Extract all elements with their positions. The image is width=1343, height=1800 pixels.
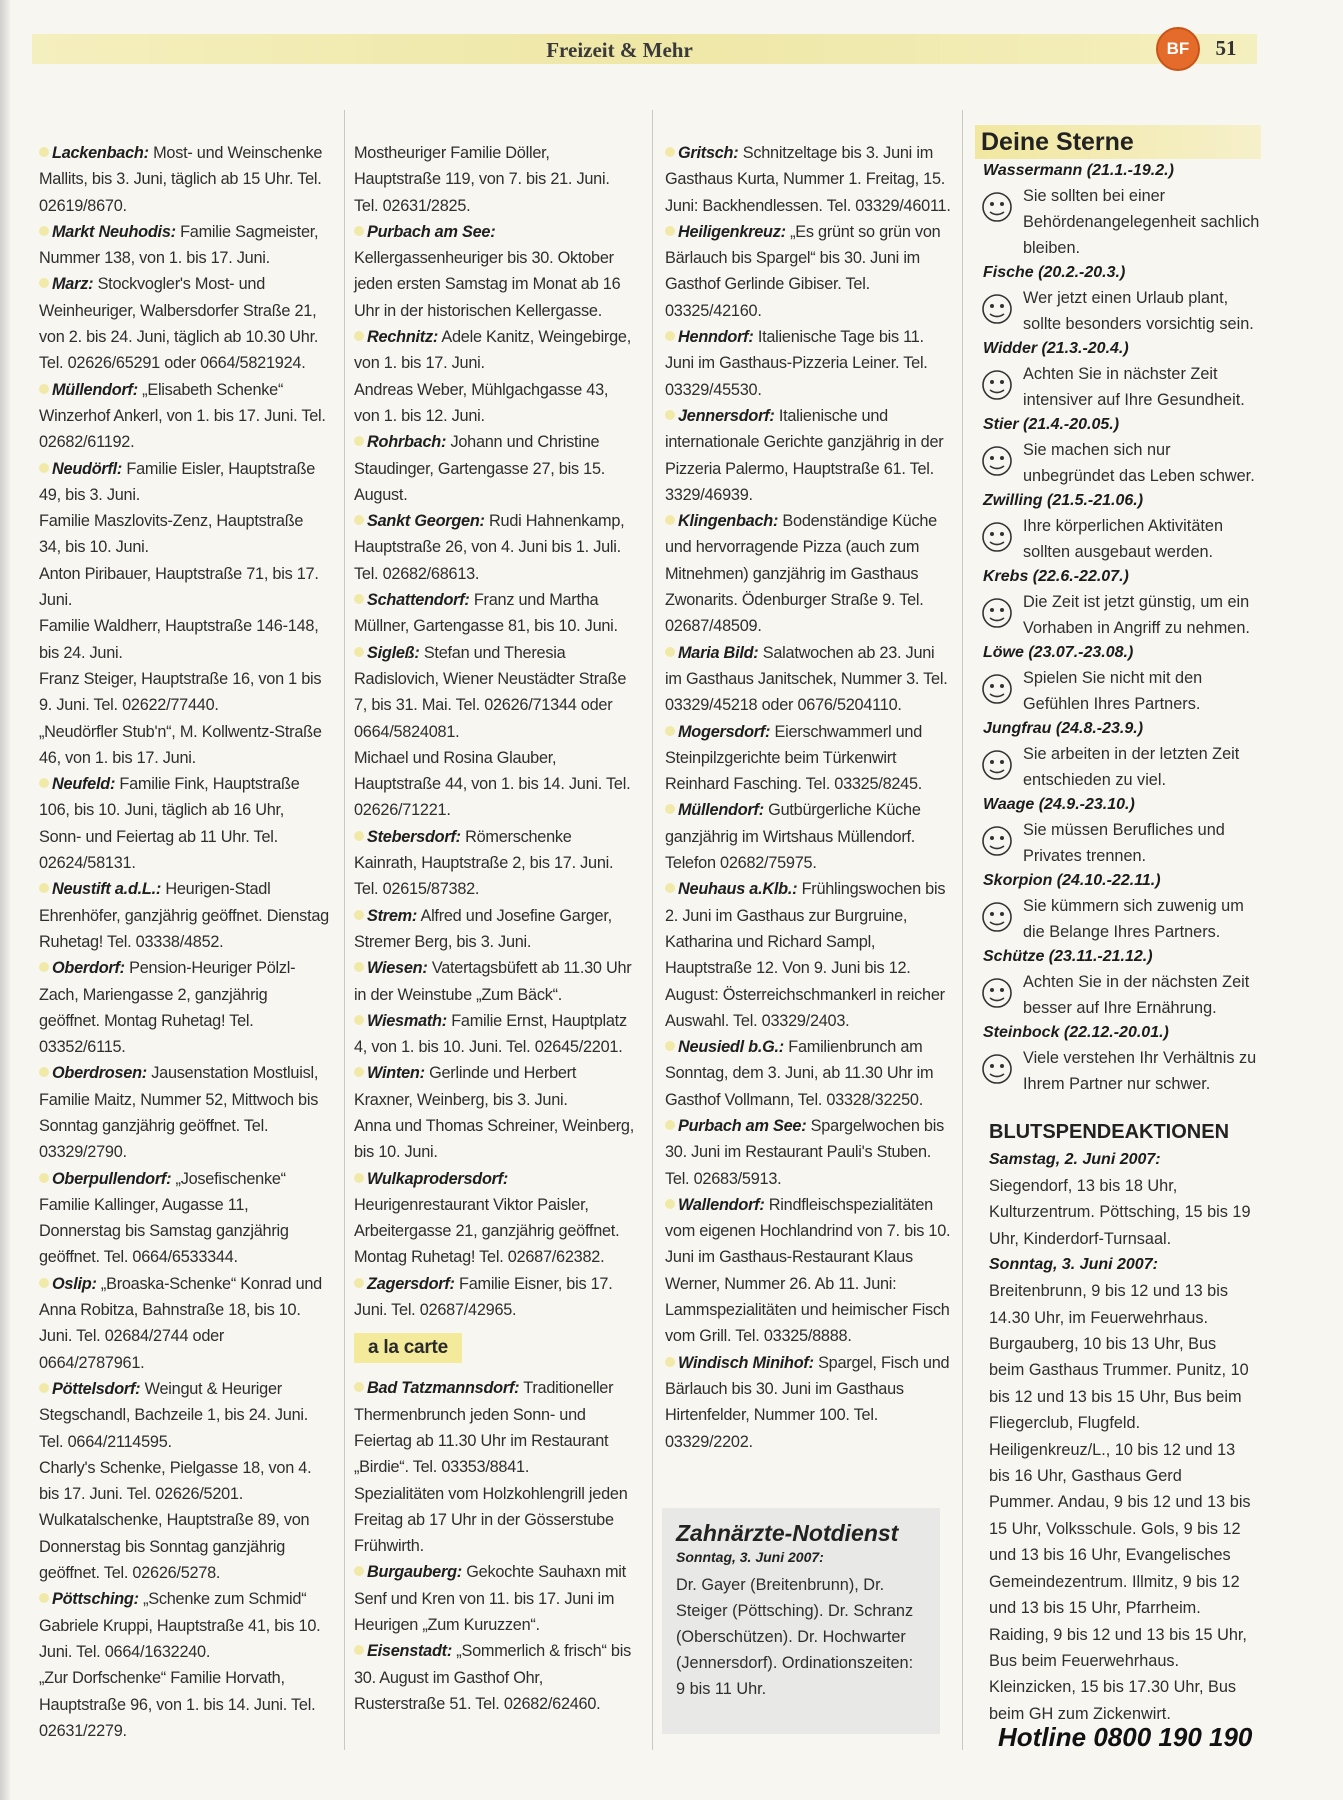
zodiac-forecast-text: Sie machen sich nur unbegründet das Leben schwer. (1023, 441, 1255, 485)
zodiac-sign-row (975, 285, 1260, 337)
zodiac-sign-row (975, 817, 1260, 869)
zodiac-sign-row (975, 893, 1260, 945)
bullet-dot-icon (39, 778, 49, 788)
listing-entry (39, 1376, 329, 1455)
entry-text: Johann und Christine Staudinger, Gartengasse 27, bis 15. August. (354, 433, 606, 504)
bullet-dot-icon (665, 515, 675, 525)
bullet-dot-icon (39, 463, 49, 473)
entry-text: Weingut & Heuriger Stegschandl, Bachzeile 1, bis 24. Juni. Tel. 0664/2114595. (39, 1379, 309, 1451)
bullet-dot-icon (665, 331, 675, 341)
blood-donation-title: BLUTSPENDEAKTIONEN (989, 1121, 1230, 1143)
entry-text: Stefan und Theresia Radislovich, Wiener Neustädter Straße 7, bis 31. Mai. Tel. 02626/71344 oder 0664/5824081. (354, 643, 627, 741)
entry-text: Andreas Weber, Mühlgachgasse 43, von 1. bis 12. Juni. (354, 380, 609, 425)
place-name: Sankt Georgen: (367, 512, 485, 531)
page-spine-shadow (0, 0, 10, 1800)
zodiac-forecast-text: Sie sollten bei einer Behördenangelegenheit sachlich bleiben. (1023, 187, 1260, 257)
zodiac-sign-row (975, 437, 1260, 489)
place-name: Neudörfl: (52, 459, 123, 478)
listing-entry (665, 719, 955, 798)
listing-entry (354, 903, 636, 956)
place-name: Oslip: (52, 1274, 97, 1293)
entry-text: „Zur Dorfschenke“ Familie Horvath, Hauptstraße 96, von 1. bis 14. Juni. Tel. 02631/2279. (39, 1669, 316, 1740)
zodiac-forecast-text: Achten Sie in nächster Zeit intensiver auf Ihre Gesundheit. (1023, 365, 1245, 409)
zodiac-forecast-text: Sie müssen Berufliches und Privates trennen. (1023, 821, 1225, 865)
zodiac-sign-name: Wassermann (21.1.-19.2.) (983, 162, 1174, 179)
zodiac-sign-name: Steinbock (22.12.-20.01.) (983, 1024, 1169, 1041)
place-name: Neufeld: (52, 775, 116, 794)
entry-text: „Broaska-Schenke“ Konrad und Anna Robitza, Bahnstraße 18, bis 10. Juni. Tel. 02684/2744 oder 0664/2787961. (39, 1274, 322, 1372)
listing-entry (39, 377, 329, 456)
bf-logo-icon: BF (1156, 27, 1200, 71)
entry-text: Gutbürgerliche Küche ganzjährig im Wirtshaus Müllendorf. Telefon 02682/75975. (665, 801, 921, 873)
listing-entry (354, 219, 636, 324)
entry-text: Jausenstation Mostluisl, Familie Maitz, Nummer 52, Mittwoch bis Sonntag ganzjährig geöffnet. Tel. 03329/2790. (39, 1064, 319, 1162)
entry-text: Stockvogler's Most- und Weinheuriger, Walbersdorfer Straße 21, von 2. bis 24. Juni, täglich ab 10.30 Uhr. Tel. 02626/65291 oder 0664/5821924. (39, 275, 319, 373)
entry-text: Salatwochen ab 23. Juni im Gasthaus Janitschek, Nummer 3. Tel. 03329/45218 oder 0676/5204110. (665, 643, 948, 715)
zodiac-sign-row (975, 969, 1260, 1021)
libra-icon (979, 823, 1015, 859)
place-name: Wallendorf: (678, 1195, 765, 1214)
listing-entry (665, 640, 955, 719)
entry-text: Eierschwammerl und Steinpilzgerichte beim Türkenwirt Reinhard Fasching. Tel. 03325/8245. (665, 722, 923, 794)
listing-entry (354, 1271, 636, 1324)
listing-entry (665, 797, 955, 876)
gemini-icon (979, 519, 1015, 555)
zodiac-sign-name: Widder (21.3.-20.4.) (983, 340, 1129, 357)
column-divider (344, 110, 345, 1750)
listing-entry (39, 1665, 329, 1744)
bullet-dot-icon (665, 1199, 675, 1209)
listing-entry (354, 429, 636, 508)
zodiac-sign-name: Stier (21.4.-20.05.) (983, 416, 1120, 433)
hotline-number: Hotline 0800 190 190 (998, 1722, 1253, 1752)
zodiac-sign-name: Jungfrau (24.8.-23.9.) (983, 720, 1144, 737)
place-name: Oberpullendorf: (52, 1169, 172, 1188)
zodiac-sign-row (975, 183, 1260, 261)
place-name: Wiesmath: (367, 1011, 447, 1030)
capricorn-icon (979, 1051, 1015, 1087)
listing-entry (665, 1192, 955, 1350)
sagittarius-icon (979, 975, 1015, 1011)
leo-icon (979, 671, 1015, 707)
section-header (32, 34, 1257, 64)
entry-text: Rudi Hahnenkamp, Hauptstraße 26, von 4. Juni bis 1. Juli. Tel. 02682/68613. (354, 512, 625, 583)
listing-entry (39, 1507, 329, 1586)
entry-text: Gekochte Sauhaxn mit Senf und Kren von 11. bis 17. Juni im Heurigen „Zum Kuruzzen“. (354, 1563, 626, 1635)
bullet-dot-icon (354, 910, 364, 920)
zodiac-sign-name: Löwe (23.07.-23.08.) (983, 644, 1134, 661)
bullet-dot-icon (354, 962, 364, 972)
listing-entry (354, 1060, 636, 1113)
listing-entry (39, 719, 329, 772)
zodiac-forecast-text: Sie arbeiten in der letzten Zeit entschieden zu viel. (1023, 745, 1240, 789)
zodiac-sign-row (975, 513, 1260, 565)
bullet-dot-icon (39, 1593, 49, 1603)
dentist-emergency-box (662, 1508, 940, 1734)
entry-text: Italienische Tage bis 11. Juni im Gasthaus-Pizzeria Leiner. Tel. 03329/45530. (665, 328, 928, 399)
bullet-dot-icon (354, 331, 364, 341)
listing-entry (354, 640, 636, 745)
place-name: Winten: (367, 1064, 425, 1083)
zodiac-sign-row (975, 1045, 1260, 1097)
place-name: Oberdorf: (52, 959, 125, 978)
listing-column-1 (39, 140, 329, 1744)
listing-entry (354, 587, 636, 640)
bullet-dot-icon (354, 1067, 364, 1077)
bullet-dot-icon (39, 1278, 49, 1288)
place-name: Sigleß: (367, 643, 420, 662)
bullet-dot-icon (39, 1067, 49, 1077)
listing-entry (354, 1008, 636, 1061)
bullet-dot-icon (665, 804, 675, 814)
column-divider (962, 110, 963, 1750)
bullet-dot-icon (39, 226, 49, 236)
zodiac-sign-name: Waage (24.9.-23.10.) (983, 796, 1135, 813)
entry-text: Anton Piribauer, Hauptstraße 71, bis 17. Juni. (39, 564, 319, 610)
pisces-icon (979, 291, 1015, 327)
listing-entry (39, 508, 329, 561)
entry-text: Franz Steiger, Hauptstraße 16, von 1 bis 9. Juni. Tel. 02622/77440. (39, 669, 322, 715)
listing-entry (39, 1586, 329, 1665)
listing-entry (39, 771, 329, 876)
bullet-dot-icon (39, 1173, 49, 1183)
bullet-dot-icon (665, 647, 675, 657)
listing-entry (665, 140, 955, 219)
blood-donation-text-2: Breitenbrunn, 9 bis 12 und 13 bis 14.30 Uhr, im Feuerwehrhaus. Burgauberg, 10 bis 13 Uhr, Bus beim Gasthaus Trummer. Punitz, 10 bis 12 und 13 bis 15 Uhr, Bus beim Fliegerclub, Flugfeld. Heiligenkreuz/L., 10 bis 12 und 13 bis 16 Uhr, Gasthaus Gerd Pummer. Andau, 9 bis 12 und 13 bis 15 Uhr, Volksschule. Gols, 9 bis 12 und 13 bis 16 Uhr, Evangelisches Gemeindezentrum. Illmitz, 9 bis 12 und 13 bis 15 Uhr, Pfarrheim. Raiding, 9 bis 12 und 13 bis 15 Uhr, Bus beim Feuerwehrhaus. Kleinzicken, 15 bis 17.30 Uhr, Bus beim GH zum Zickenwirt. (989, 1282, 1251, 1723)
zodiac-sign-row (975, 361, 1260, 413)
listing-entry (665, 1113, 955, 1192)
zodiac-sign-name: Skorpion (24.10.-22.11.) (983, 872, 1161, 889)
entry-text: Spezialitäten vom Holzkohlengrill jeden Freitag ab 17 Uhr in der Gösserstube Frühwirth. (354, 1484, 628, 1556)
bullet-dot-icon (665, 410, 675, 420)
entry-text: „Elisabeth Schenke“ Winzerhof Ankerl, von 1. bis 17. Juni. Tel. 02682/61192. (39, 380, 326, 452)
entry-text: Pension-Heuriger Pölzl-Zach, Mariengasse 2, ganzjährig geöffnet. Montag Ruhetag! Tel. 03352/6115. (39, 959, 296, 1057)
bullet-dot-icon (354, 594, 364, 604)
place-name: Jennersdorf: (678, 406, 775, 425)
listing-entry (354, 1559, 636, 1638)
entry-text: „Schenke zum Schmid“ Gabriele Kruppi, Hauptstraße 41, bis 10. Juni. Tel. 0664/1632240. (39, 1590, 321, 1661)
entry-text: Franz und Martha Müllner, Gartengasse 81, bis 10. Juni. (354, 591, 618, 636)
entry-text: „Es grünt so grün von Bärlauch bis Spargel“ bis 30. Juni im Gasthof Gerlinde Gibiser. Tel. 03325/42160. (665, 222, 941, 320)
listing-entry (354, 1638, 636, 1717)
listing-entry (354, 824, 636, 903)
listing-entry (39, 271, 329, 376)
bullet-dot-icon (354, 1645, 364, 1655)
aries-icon (979, 367, 1015, 403)
zodiac-sign-row (975, 665, 1260, 717)
listing-entry (354, 955, 636, 1008)
entry-text: Italienische und internationale Gerichte ganzjährig in der Pizzeria Palermo, Hauptstraße 61. Tel. 3329/46939. (665, 406, 944, 504)
listing-column-3 (665, 140, 955, 1455)
place-name: Eisenstadt: (367, 1642, 453, 1661)
listing-column-2 (354, 140, 636, 1717)
virgo-icon (979, 747, 1015, 783)
place-name: Wulkaprodersdorf: (367, 1169, 509, 1188)
entry-text: „Neudörfler Stub'n“, M. Kollwentz-Straße 46, von 1. bis 17. Juni. (39, 722, 322, 767)
entry-text: Gerlinde und Herbert Kraxner, Weinberg, bis 3. Juni. (354, 1064, 577, 1109)
entry-text: Familie Eisler, Hauptstraße 49, bis 3. Juni. (39, 459, 316, 504)
place-name: Maria Bild: (678, 643, 759, 662)
entry-text: Heurigenrestaurant Viktor Paisler, Arbeitergasse 21, ganzjährig geöffnet. Montag Ruhetag! Tel. 02687/62382. (354, 1195, 620, 1267)
place-name: Mogersdorf: (678, 722, 771, 741)
bullet-dot-icon (354, 1566, 364, 1576)
blood-donation-text-1: Siegendorf, 13 bis 18 Uhr, Kulturzentrum. Pöttsching, 15 bis 19 Uhr, Kinderdorf-Turnsaal. (989, 1177, 1251, 1248)
entry-text: Familie Waldherr, Hauptstraße 146-148, bis 24. Juni. (39, 617, 319, 662)
entry-text: Römerschenke Kainrath, Hauptstraße 2, bis 17. Juni. Tel. 02615/87382. (354, 827, 614, 899)
scorpio-icon (979, 899, 1015, 935)
entry-text: Wulkatalschenke, Hauptstraße 89, von Donnerstag bis Sonntag ganzjährig geöffnet. Tel. 02626/5278. (39, 1511, 310, 1583)
bullet-dot-icon (39, 147, 49, 157)
zodiac-sign-name: Schütze (23.11.-21.12.) (983, 948, 1153, 965)
dentist-date: Sonntag, 3. Juni 2007: (676, 1549, 824, 1565)
listing-entry (39, 561, 329, 614)
listing-entry (39, 955, 329, 1060)
dentist-title: Zahnärzte-Notdienst (676, 1520, 899, 1546)
place-name: Stebersdorf: (367, 827, 461, 846)
bullet-dot-icon (354, 515, 364, 525)
bullet-dot-icon (665, 726, 675, 736)
place-name: Purbach am See: (678, 1116, 807, 1135)
entry-text: Familie Eisner, bis 17. Juni. Tel. 02687/42965. (354, 1274, 613, 1320)
listing-entry (665, 1350, 955, 1455)
listing-entry (39, 666, 329, 719)
entry-text: Familie Sagmeister, Nummer 138, von 1. bis 17. Juni. (39, 222, 319, 268)
place-name: Pöttelsdorf: (52, 1379, 141, 1398)
bullet-dot-icon (354, 1015, 364, 1025)
place-name: Purbach am See: (367, 222, 496, 241)
listing-entry (39, 1271, 329, 1376)
listing-entry (354, 1166, 636, 1271)
bullet-dot-icon (39, 278, 49, 288)
place-name: Oberdrosen: (52, 1064, 147, 1083)
entry-text: Rindfleischspezialitäten vom eigenen Hochlandrind von 7. bis 10. Juni im Gasthaus-Restaurant Klaus Werner, Nummer 26. Ab 11. Juni: Lammspezialitäten und heimischer Fisch vom Grill. Tel. 03325/8888. (665, 1195, 951, 1346)
bullet-dot-icon (354, 1173, 364, 1183)
cancer-icon (979, 595, 1015, 631)
aquarius-icon (979, 189, 1015, 225)
place-name: Windisch Minihof: (678, 1353, 814, 1372)
zodiac-sign-name: Krebs (22.6.-22.07.) (983, 568, 1129, 585)
entry-text: Familie Ernst, Hauptplatz 4, von 1. bis 10. Juni. Tel. 02645/2201. (354, 1011, 627, 1057)
place-name: Rechnitz: (367, 328, 439, 347)
bullet-dot-icon (39, 1383, 49, 1393)
bullet-dot-icon (665, 226, 675, 236)
entry-text: Mostheuriger Familie Döller, Hauptstraße 119, von 7. bis 21. Juni. Tel. 02631/2825. (354, 144, 610, 215)
horoscope-list (975, 159, 1260, 1097)
zodiac-sign-row (975, 741, 1260, 793)
alacarte-heading: a la carte (354, 1333, 462, 1363)
place-name: Markt Neuhodis: (52, 222, 176, 241)
entry-text: Adele Kanitz, Weingebirge, von 1. bis 17. Juni. (354, 328, 631, 373)
entry-text: Spargelwochen bis 30. Juni im Restaurant Pauli's Stuben. Tel. 02683/5913. (665, 1116, 944, 1188)
bullet-dot-icon (39, 384, 49, 394)
place-name: Rohrbach: (367, 433, 447, 452)
entry-text: Bodenständige Küche und hervorragende Pizza (auch zum Mitnehmen) ganzjährig im Gasthaus Zwonarits. Ödenburger Straße 9. Tel. 02687/48509. (665, 512, 937, 636)
place-name: Schattendorf: (367, 591, 470, 610)
listing-entry (39, 456, 329, 509)
listing-entry (39, 219, 329, 272)
page-number: 51 (1215, 36, 1237, 60)
place-name: Burgauberg: (367, 1563, 462, 1582)
bullet-dot-icon (39, 883, 49, 893)
place-name: Neusiedl b.G.: (678, 1038, 784, 1057)
horoscope-column (975, 125, 1260, 1727)
entry-text: „Josefischenke“ Familie Kallinger, Augasse 11, Donnerstag bis Samstag ganzjährig geöffnet. Tel. 0664/6533344. (39, 1169, 289, 1267)
bullet-dot-icon (354, 831, 364, 841)
zodiac-forecast-text: Achten Sie in der nächsten Zeit besser auf Ihre Ernährung. (1023, 973, 1250, 1017)
taurus-icon (979, 443, 1015, 479)
entry-text: Schnitzeltage bis 3. Juni im Gasthaus Kurta, Nummer 1. Freitag, 15. Juni: Backhendlessen. Tel. 03329/46011. (665, 144, 951, 215)
entry-text: Familienbrunch am Sonntag, dem 3. Juni, ab 11.30 Uhr im Gasthof Vollmann, Tel. 03328/32250. (665, 1038, 934, 1109)
listing-column-2-heurige (354, 140, 636, 1323)
listing-entry (39, 1455, 329, 1508)
zodiac-sign-row (975, 589, 1260, 641)
entry-text: „Sommerlich & frisch“ bis 30. August im Gasthof Ohr, Rusterstraße 51. Tel. 02682/62460. (354, 1642, 631, 1713)
entry-text: Traditioneller Thermenbrunch jeden Sonn- und Feiertag ab 11.30 Uhr im Restaurant „Birdie“. Tel. 03353/8841. (354, 1379, 614, 1477)
listing-entry (39, 140, 329, 219)
bullet-dot-icon (39, 962, 49, 972)
listing-entry (665, 403, 955, 508)
listing-entry (665, 324, 955, 403)
listing-entry (354, 1113, 636, 1166)
bullet-dot-icon (354, 226, 364, 236)
bullet-dot-icon (665, 1120, 675, 1130)
place-name: Müllendorf: (678, 801, 764, 820)
blood-donation-date-2: Sonntag, 3. Juni 2007: (989, 1256, 1158, 1274)
listing-entry (354, 324, 636, 377)
bullet-dot-icon (354, 1382, 364, 1392)
zodiac-sign-name: Fische (20.2.-20.3.) (983, 264, 1126, 281)
dentist-text: Dr. Gayer (Breitenbrunn), Dr. Steiger (Pöttsching). Dr. Schranz (Oberschützen). Dr. Hochwarter (Jennersdorf). Ordinationszeiten: 9 bis 11 Uhr. (676, 1576, 914, 1698)
entry-text: Familie Maszlovits-Zenz, Hauptstraße 34, bis 10. Juni. (39, 512, 304, 557)
entry-text: Michael und Rosina Glauber, Hauptstraße 44, von 1. bis 14. Juni. Tel. 02626/71221. (354, 748, 631, 820)
entry-text: Kellergassenheuriger bis 30. Oktober jeden ersten Samstag im Monat ab 16 Uhr in der historischen Kellergasse. (354, 249, 621, 320)
listing-entry (39, 876, 329, 955)
listing-entry (354, 508, 636, 587)
place-name: Neuhaus a.Klb.: (678, 880, 798, 899)
bullet-dot-icon (354, 647, 364, 657)
entry-text: Most- und Weinschenke Mallits, bis 3. Juni, täglich ab 15 Uhr. Tel. 02619/8670. (39, 144, 323, 215)
bullet-dot-icon (665, 1357, 675, 1367)
zodiac-sign-name: Zwilling (21.5.-21.06.) (983, 492, 1144, 509)
place-name: Wiesen: (367, 959, 428, 978)
listing-entry (665, 219, 955, 324)
listing-entry (39, 1166, 329, 1271)
place-name: Heiligenkreuz: (678, 222, 786, 241)
place-name: Klingenbach: (678, 512, 779, 531)
entry-text: Alfred und Josefine Garger, Stremer Berg, bis 3. Juni. (354, 906, 612, 951)
column-divider (652, 110, 653, 1750)
zodiac-forecast-text: Spielen Sie nicht mit den Gefühlen Ihres Partners. (1023, 669, 1203, 713)
listing-entry (39, 1060, 329, 1165)
bullet-dot-icon (665, 1041, 675, 1051)
entry-text: Anna und Thomas Schreiner, Weinberg, bis 10. Juni. (354, 1116, 635, 1162)
zodiac-forecast-text: Wer jetzt einen Urlaub plant, sollte besonders vorsichtig sein. (1023, 289, 1254, 333)
place-name: Bad Tatzmannsdorf: (367, 1379, 520, 1398)
entry-text: Heurigen-Stadl Ehrenhöfer, ganzjährig geöffnet. Dienstag Ruhetag! Tel. 03338/4852. (39, 880, 329, 951)
bullet-dot-icon (665, 883, 675, 893)
section-title: Freizeit & Mehr (546, 38, 693, 62)
listing-entry (665, 508, 955, 639)
entry-text: Familie Fink, Hauptstraße 106, bis 10. Juni, täglich ab 16 Uhr, Sonn- und Feiertag ab 11 Uhr. Tel. 02624/58131. (39, 775, 300, 873)
bullet-dot-icon (665, 147, 675, 157)
listing-entry (665, 876, 955, 1034)
bullet-dot-icon (354, 1278, 364, 1288)
place-name: Zagersdorf: (367, 1274, 455, 1293)
place-name: Henndorf: (678, 328, 754, 347)
zodiac-forecast-text: Ihre körperlichen Aktivitäten sollten ausgebaut werden. (1023, 517, 1224, 561)
listing-entry (354, 745, 636, 824)
entry-text: Vatertagsbüfett ab 11.30 Uhr in der Weinstube „Zum Bäck“. (354, 959, 632, 1004)
zodiac-forecast-text: Sie kümmern sich zuwenig um die Belange Ihres Partners. (1023, 897, 1244, 941)
listing-entry (354, 140, 636, 219)
listing-entry (39, 613, 329, 666)
entry-text: Charly's Schenke, Pielgasse 18, von 4. bis 17. Juni. Tel. 02626/5201. (39, 1458, 312, 1504)
entry-text: Spargel, Fisch und Bärlauch bis 30. Juni im Gasthaus Hirtenfelder, Nummer 100. Tel. 03329/2202. (665, 1353, 950, 1451)
place-name: Müllendorf: (52, 380, 138, 399)
place-name: Lackenbach: (52, 144, 149, 162)
entry-text: Frühlingswochen bis 2. Juni im Gasthaus zur Burgruine, Katharina und Richard Sampl, Hauptstraße 12. Von 9. Juni bis 12. August: Österreichschmankerl in reicher Auswahl. Tel. 03329/2403. (665, 880, 946, 1030)
listing-entry (354, 1375, 636, 1480)
listing-entry (354, 1481, 636, 1560)
bullet-dot-icon (354, 436, 364, 446)
listing-column-2-alacarte (354, 1375, 636, 1717)
blood-donation-date-1: Samstag, 2. Juni 2007: (989, 1151, 1161, 1168)
horoscope-title: Deine Sterne (975, 125, 1261, 159)
listing-entry (354, 377, 636, 430)
zodiac-forecast-text: Viele verstehen Ihr Verhältnis zu Ihrem Partner nur schwer. (1023, 1049, 1257, 1093)
listing-entry (665, 1034, 955, 1113)
place-name: Neustift a.d.L.: (52, 880, 162, 899)
place-name: Gritsch: (678, 144, 739, 162)
place-name: Strem: (367, 906, 418, 925)
place-name: Marz: (52, 275, 94, 294)
zodiac-forecast-text: Die Zeit ist jetzt günstig, um ein Vorhaben in Angriff zu nehmen. (1023, 593, 1250, 637)
place-name: Pöttsching: (52, 1590, 139, 1609)
